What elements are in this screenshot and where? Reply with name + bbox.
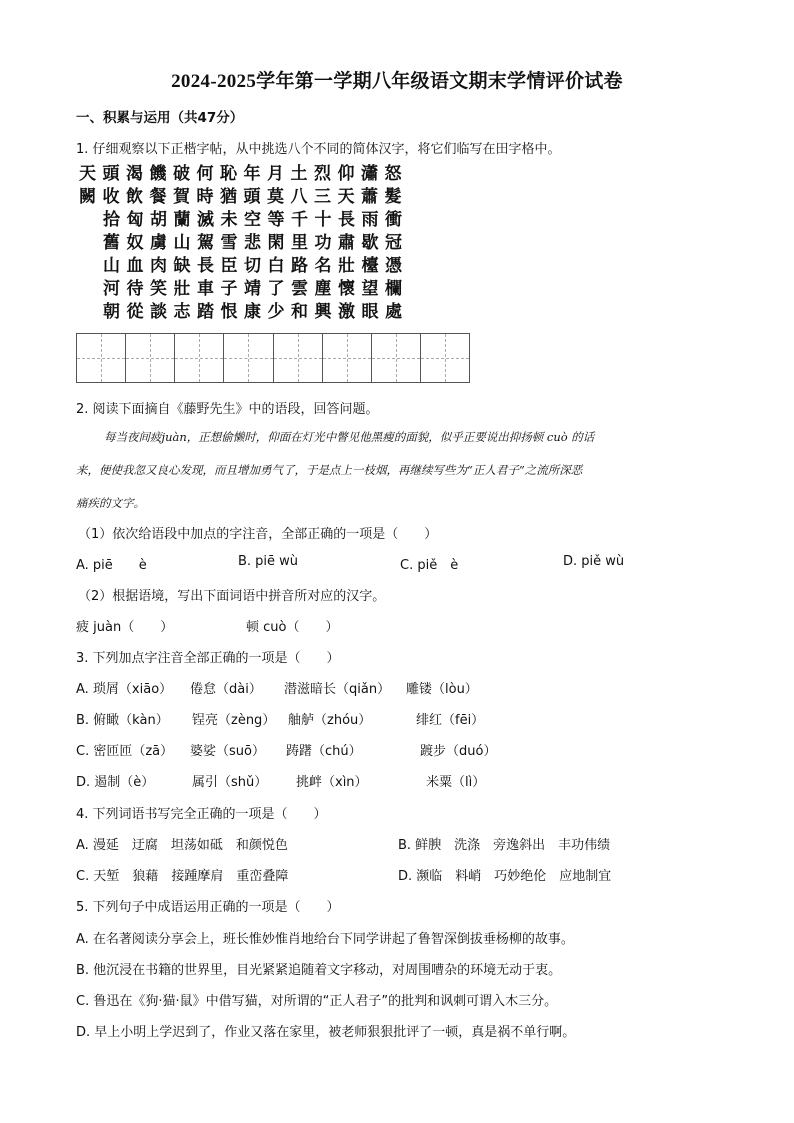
q3-a-item-3: 潜滋暗长（qiǎn） (284, 682, 391, 697)
q2-blank-juan[interactable]: 疲 juàn（ ） (76, 620, 174, 635)
question-5-stem: 5. 下列句子中成语运用正确的一项是（ ） (76, 900, 340, 915)
page-title: 2024-2025学年第一学期八年级语文期末学情评价试卷 (171, 71, 623, 92)
question-2-stem: 2. 阅读下面摘自《藤野先生》中的语段，回答问题。 (76, 402, 379, 417)
grid-cell[interactable] (175, 334, 224, 382)
grid-cell[interactable] (126, 334, 175, 382)
q3-option-c[interactable] (76, 740, 496, 759)
calligraphy-row-5: 山血肉缺長臣切白路名壯檯憑 (103, 256, 409, 276)
question-2-sub2: （2）根据语境，写出下面词语中拼音所对应的汉字。 (78, 589, 386, 604)
q3-b-item-3: 舳舻（zhóu） (288, 713, 372, 728)
q2-option-b[interactable]: B. piē wù (238, 554, 299, 569)
q3-c-item-4: 踱步（duó） (420, 744, 497, 759)
q4-option-d[interactable]: D. 濒临 料峭 巧妙绝伦 应地制宜 (398, 869, 612, 884)
question-3-stem: 3. 下列加点字注音全部正确的一项是（ ） (76, 651, 340, 666)
q4-option-b[interactable]: B. 鲜腴 洗涤 旁逸斜出 丰功伟绩 (398, 838, 611, 853)
grid-cell[interactable] (372, 334, 421, 382)
question-1-stem: 1. 仔细观察以下正楷字帖，从中挑选八个不同的简体汉字，将它们临写在田字格中。 (76, 142, 561, 157)
q4-option-c[interactable]: C. 天堑 狼藉 接踵摩肩 重峦叠障 (76, 869, 289, 884)
q2-option-c[interactable]: C. piě è (400, 558, 459, 573)
q2-blank-cuo[interactable]: 顿 cuò（ ） (246, 620, 339, 635)
q5-option-c[interactable]: C. 鲁迅在《狗·猫·鼠》中借写猫，对所谓的“正人君子”的批判和讽刺可谓入木三分。 (76, 994, 558, 1009)
q3-option-d[interactable] (76, 771, 485, 790)
q3-b-item-4: 绯红（fēi） (416, 713, 485, 728)
q3-c-item-3: 踌躇（chú） (286, 744, 362, 759)
passage-line-1: 每当夜间疲juàn，正想偷懒时，仰面在灯光中瞥见他黑瘦的面貌，似乎正要说出抑扬顿 cuò 的话 (104, 430, 595, 444)
calligraphy-row-1: 天頭渴饑破何恥年月土烈仰瀟怒 (79, 164, 408, 184)
q3-c-item-2: 婆娑（suō） (190, 744, 265, 759)
q3-c-item-1: C. 密匝匝（zā） (76, 744, 174, 759)
q3-b-item-1: B. 俯瞰（kàn） (76, 713, 169, 728)
calligraphy-row-6: 河待笑壯車子靖了雲塵懷望欄 (103, 279, 409, 299)
calligraphy-row-4: 舊奴虜山駕雪悲閑里功肅歇冠 (103, 233, 409, 253)
grid-cell[interactable] (224, 334, 273, 382)
grid-cell[interactable] (323, 334, 372, 382)
section-heading: 一、积累与运用（共47分） (76, 110, 244, 126)
q3-option-a[interactable] (76, 678, 478, 697)
grid-cell[interactable] (421, 334, 469, 382)
q5-option-b[interactable]: B. 他沉浸在书籍的世界里，目光紧紧追随着文字移动，对周围嘈杂的环境无动于衷。 (76, 963, 562, 978)
question-2-sub1: （1）依次给语段中加点的字注音，全部正确的一项是（ ） (78, 527, 438, 542)
calligraphy-row-2: 闕收飲餐賀時猶頭莫八三天蕭髮 (79, 187, 408, 207)
q3-a-item-1: A. 琐屑（xiāo） (76, 682, 173, 697)
grid-cell[interactable] (274, 334, 323, 382)
q3-d-item-4: 米粟（lì） (426, 775, 486, 790)
passage-line-3: 痛疾的文字。 (76, 496, 145, 510)
passage-line-2: 来，便使我忽又良心发现，而且增加勇气了，于是点上一枝烟，再继续写些为“正人君子”之流所深恶 (76, 463, 583, 477)
tianzige-grid[interactable] (76, 333, 470, 383)
q4-option-a[interactable]: A. 漫延 迂腐 坦荡如砥 和颜悦色 (76, 838, 288, 853)
question-4-stem: 4. 下列词语书写完全正确的一项是（ ） (76, 807, 327, 822)
q3-b-item-2: 锃亮（zèng） (192, 713, 276, 728)
calligraphy-row-3: 拾匈胡蘭滅未空等千十長雨衝 (103, 210, 409, 230)
q3-a-item-4: 雕镂（lòu） (406, 682, 478, 697)
q2-option-a[interactable]: A. piē è (76, 558, 147, 573)
q3-d-item-3: 挑衅（xìn） (296, 775, 368, 790)
q3-option-b[interactable] (76, 709, 484, 728)
q5-option-d[interactable]: D. 早上小明上学迟到了，作业又落在家里，被老师狠狠批评了一顿，真是祸不单行啊。 (76, 1025, 576, 1040)
grid-cell[interactable] (77, 334, 126, 382)
q2-option-d[interactable]: D. piě wù (563, 554, 625, 569)
q3-d-item-2: 属引（shǔ） (192, 775, 268, 790)
calligraphy-row-7: 朝從談志踏恨康少和興激眼處 (103, 302, 409, 322)
q5-option-a[interactable]: A. 在名著阅读分享会上，班长惟妙惟肖地给台下同学讲起了鲁智深倒拔垂杨柳的故事。 (76, 932, 574, 947)
q3-d-item-1: D. 遏制（è） (76, 775, 155, 790)
q3-a-item-2: 倦怠（dài） (190, 682, 262, 697)
passage (76, 421, 712, 520)
